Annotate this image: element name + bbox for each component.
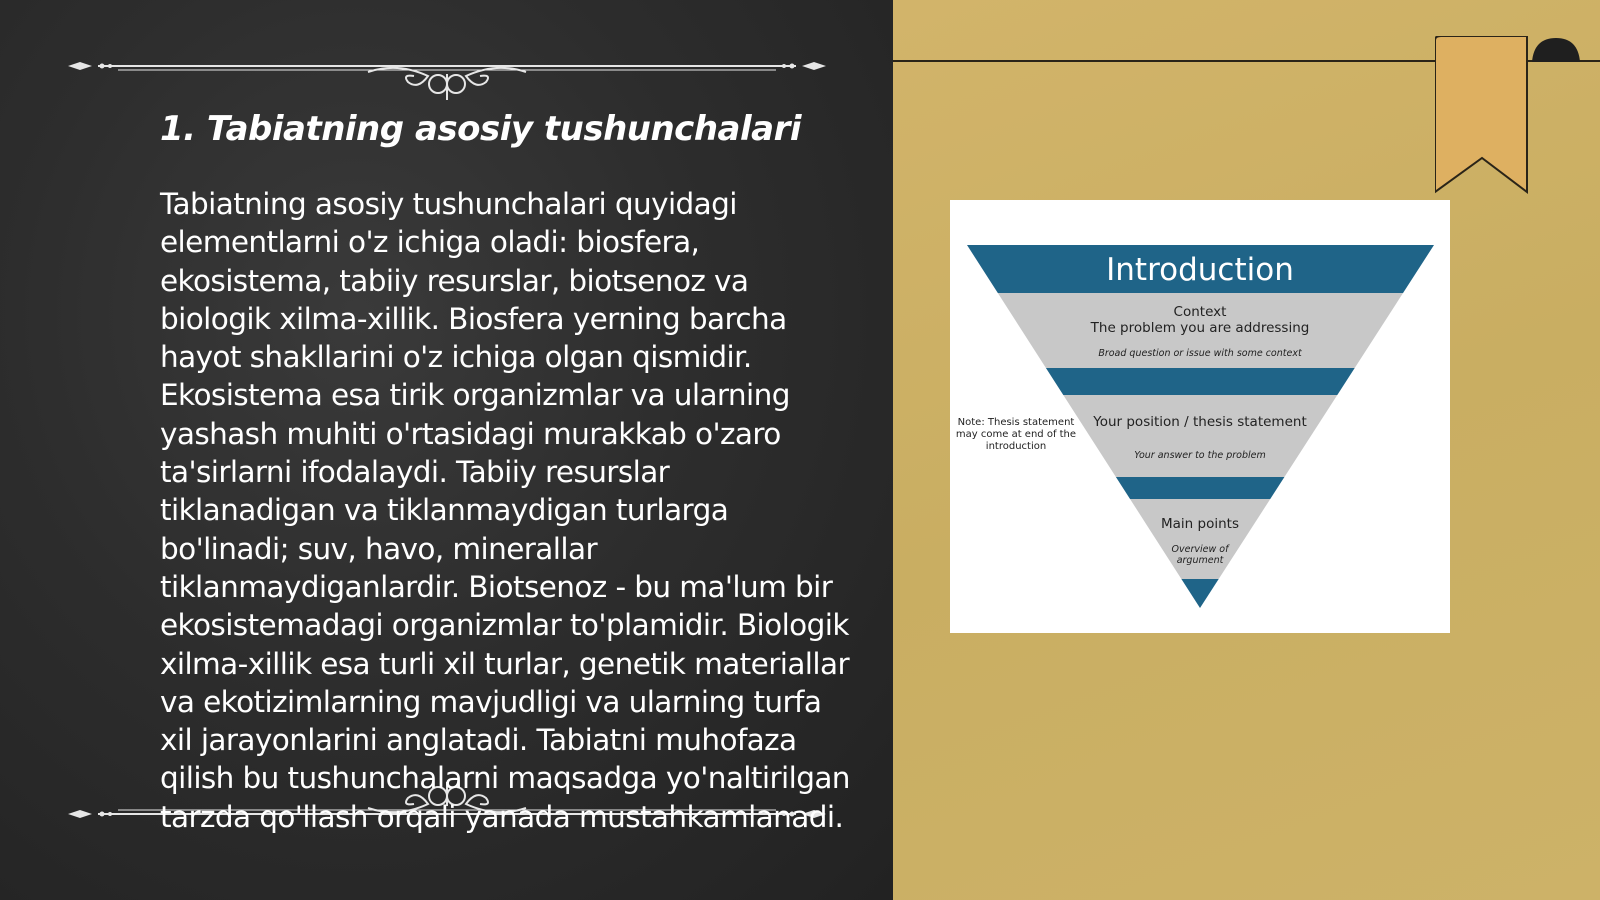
points-title: Main points	[1161, 516, 1239, 532]
context-title: Context	[1173, 304, 1227, 320]
slide-body-text: Tabiatning asosiy tushunchalari quyidagi elementlarni o'z ichiga oladi: biosfera, ekosistema, tabiiy resurslar, biotsenoz va biologik xilma-xillik. Biosfera yerning barcha hayot shakllarini o'z ichiga olgan qismidir. Ekosistema esa tirik organizmlar va ularning yashash muhiti o'rtasidagi murakkab o'zaro ta'sirlarni ifodalaydi. Tabiiy resurslar tiklanadigan va tiklanmaydigan turlarga bo'linadi; suv, havo, minerallar tiklanmaydiganlardir. Biotsenoz - bu ma'lum bir ekosistemadagi organizmlar to'plamidir. Biologik xilma-xillik esa turli xil turlar, genetik materiallar va ekotizimlarning mavjudligi va ularning turfa xil jarayonlarini anglatadi. Tabiatni muhofaza qilish bu tushunchalarni maqsadga yo'naltirilgan tarzda qo'llash orqali yanada mustahkamlanadi.	[160, 187, 850, 834]
inverted-pyramid-graphic	[950, 200, 1450, 633]
context-description: The problem you are addressing	[1090, 320, 1310, 336]
context-note: Broad question or issue with some context	[1098, 348, 1302, 359]
introduction-diagram	[950, 200, 1450, 633]
pyramid-band-tip	[950, 579, 1450, 609]
points-note-line-1: Overview of	[1171, 544, 1229, 555]
ornament-divider-top	[68, 52, 826, 102]
bookmark-ribbon-icon	[1435, 36, 1537, 196]
pyramid-band-divider-2	[950, 477, 1450, 499]
points-note-line-2: argument	[1176, 555, 1224, 566]
pyramid-band-points	[950, 499, 1450, 579]
side-note-line-2: may come at end of the	[955, 429, 1077, 440]
ribbon-curl-icon	[1530, 36, 1584, 66]
thesis-note: Your answer to the problem	[1134, 450, 1266, 461]
slide-title: 1. Tabiatning asosiy tushunchalari	[160, 109, 802, 149]
diagram-heading: Introduction	[1106, 252, 1294, 288]
side-note-line-1: Note: Thesis statement	[957, 417, 1075, 428]
side-note-line-3: introduction	[985, 441, 1047, 452]
pyramid-band-divider-1	[950, 368, 1450, 395]
thesis-title: Your position / thesis statement	[1093, 414, 1307, 430]
